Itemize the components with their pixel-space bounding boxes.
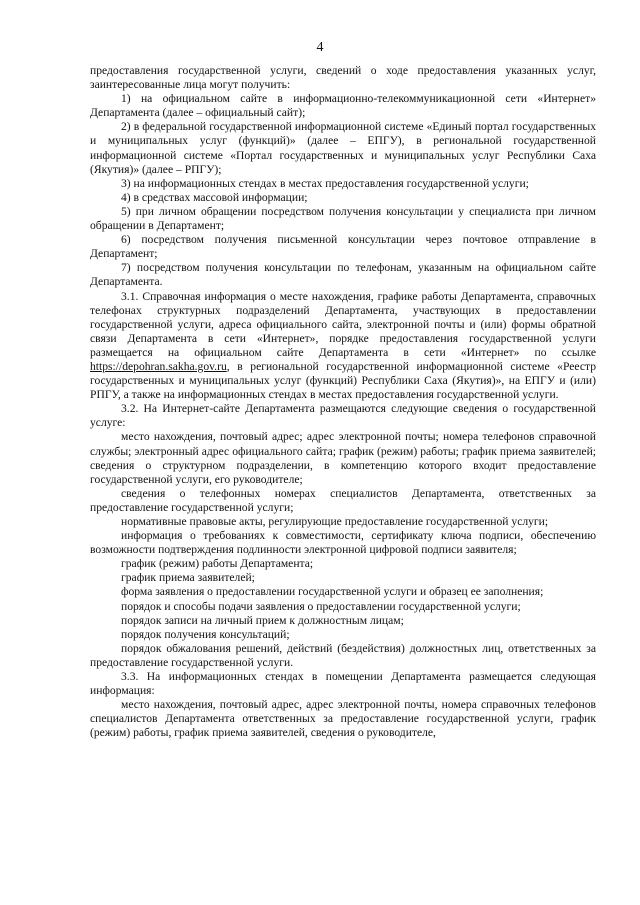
list-item: график (режим) работы Департамента;: [121, 557, 314, 571]
paragraph: предоставления государственной услуги, сведений о ходе предоставления указанных услуг, заинтересованные лица могут получить:: [90, 64, 596, 92]
list-item: форма заявления о предоставлении государственной услуги и образец ее заполнения;: [121, 585, 544, 599]
list-item: 6) посредством получения письменной консультации через почтовое отправление в Департамент;: [90, 233, 596, 261]
list-item: 3) на информационных стендах в местах предоставления государственной услуги;: [121, 176, 529, 190]
document-body: [90, 64, 596, 741]
list-item: 1) на официальном сайте в информационно-телекоммуникационной сети «Интернет» Департамента (далее – официальный сайт);: [90, 92, 596, 120]
list-item: сведения о телефонных номерах специалистов Департамента, ответственных за предоставление государственной услуги;: [90, 486, 596, 514]
list-item: 2) в федеральной государственной информационной системе «Единый портал государственных и муниципальных услуг (функций)» (далее – ЕПГУ), в региональной государственной информационной системе «Портал государственных и муниципальных услуг Республики Саха (Якутия)» (далее – РПГУ);: [90, 120, 596, 176]
list-item: 4) в средствах массовой информации;: [121, 190, 308, 204]
list-item: место нахождения, почтовый адрес; адрес электронной почты; номера телефонов справочной службы; электронный адрес официального сайта; график (режим) работы; график приема заявителей; сведения о структурном подразделении, в компетенцию которого входит предоставление государственной услуги, его руководителе;: [90, 430, 596, 486]
paragraph-3-1: [90, 290, 596, 403]
list-item: информация о требованиях к совместимости, сертификату ключа подписи, обеспечению возможности подтверждения подлинности электронной цифровой подписи заявителя;: [90, 529, 596, 557]
list-item: порядок и способы подачи заявления о предоставлении государственной услуги;: [121, 599, 521, 613]
paragraph-3-3: 3.3. На информационных стендах в помещении Департамента размещается следующая информация:: [90, 670, 596, 698]
list-item: график приема заявителей;: [121, 571, 255, 585]
list-item: порядок записи на личный прием к должностным лицам;: [121, 613, 404, 627]
list-item: нормативные правовые акты, регулирующие предоставление государственной услуги;: [121, 515, 549, 528]
list-item: 7) посредством получения консультации по телефонам, указанным на официальном сайте Департамента.: [90, 261, 596, 289]
paragraph-3-2: 3.2. На Интернет-сайте Департамента размещаются следующие сведения о государственной услуге:: [90, 402, 596, 430]
list-item: место нахождения, почтовый адрес, адрес электронной почты, номера справочных телефонов специалистов Департамента ответственных за предоставление государственной услуги, график (режим) работы, график приема заявителей, сведения о руководителе,: [90, 698, 596, 740]
website-link[interactable]: https://depohran.sakha.gov.ru: [90, 359, 227, 373]
paragraph-3-1-text-before: 3.1. Справочная информация о месте нахождения, графике работы Департамента, справочных телефонах структурных подразделений Департамента, участвующих в предоставлении государственной услуги, адреса официального сайта, электронной почты и (или) формы обратной связи Департамента в сети «Интернет», порядке предоставления государственной услуги размещается на официальном сайте Департамента в сети «Интернет» по ссылке: [90, 289, 596, 359]
page-number: 4: [316, 40, 324, 55]
list-item: порядок обжалования решений, действий (бездействия) должностных лиц, ответственных за предоставление государственной услуги.: [90, 641, 596, 669]
list-item: 5) при личном обращении посредством получения консультации у специалиста при личном обращении в Департамент;: [90, 204, 596, 233]
list-item: порядок получения консультаций;: [121, 627, 290, 641]
paragraph-3-1-text-after: , в региональной государственной информационной системе «Реестр государственных и муниципальных услуг (функций) Республики Саха (Якутия)», на ЕПГУ и (или) РПГУ, а также на информационных стендах в местах предоставления государственной услуги.: [90, 359, 596, 402]
